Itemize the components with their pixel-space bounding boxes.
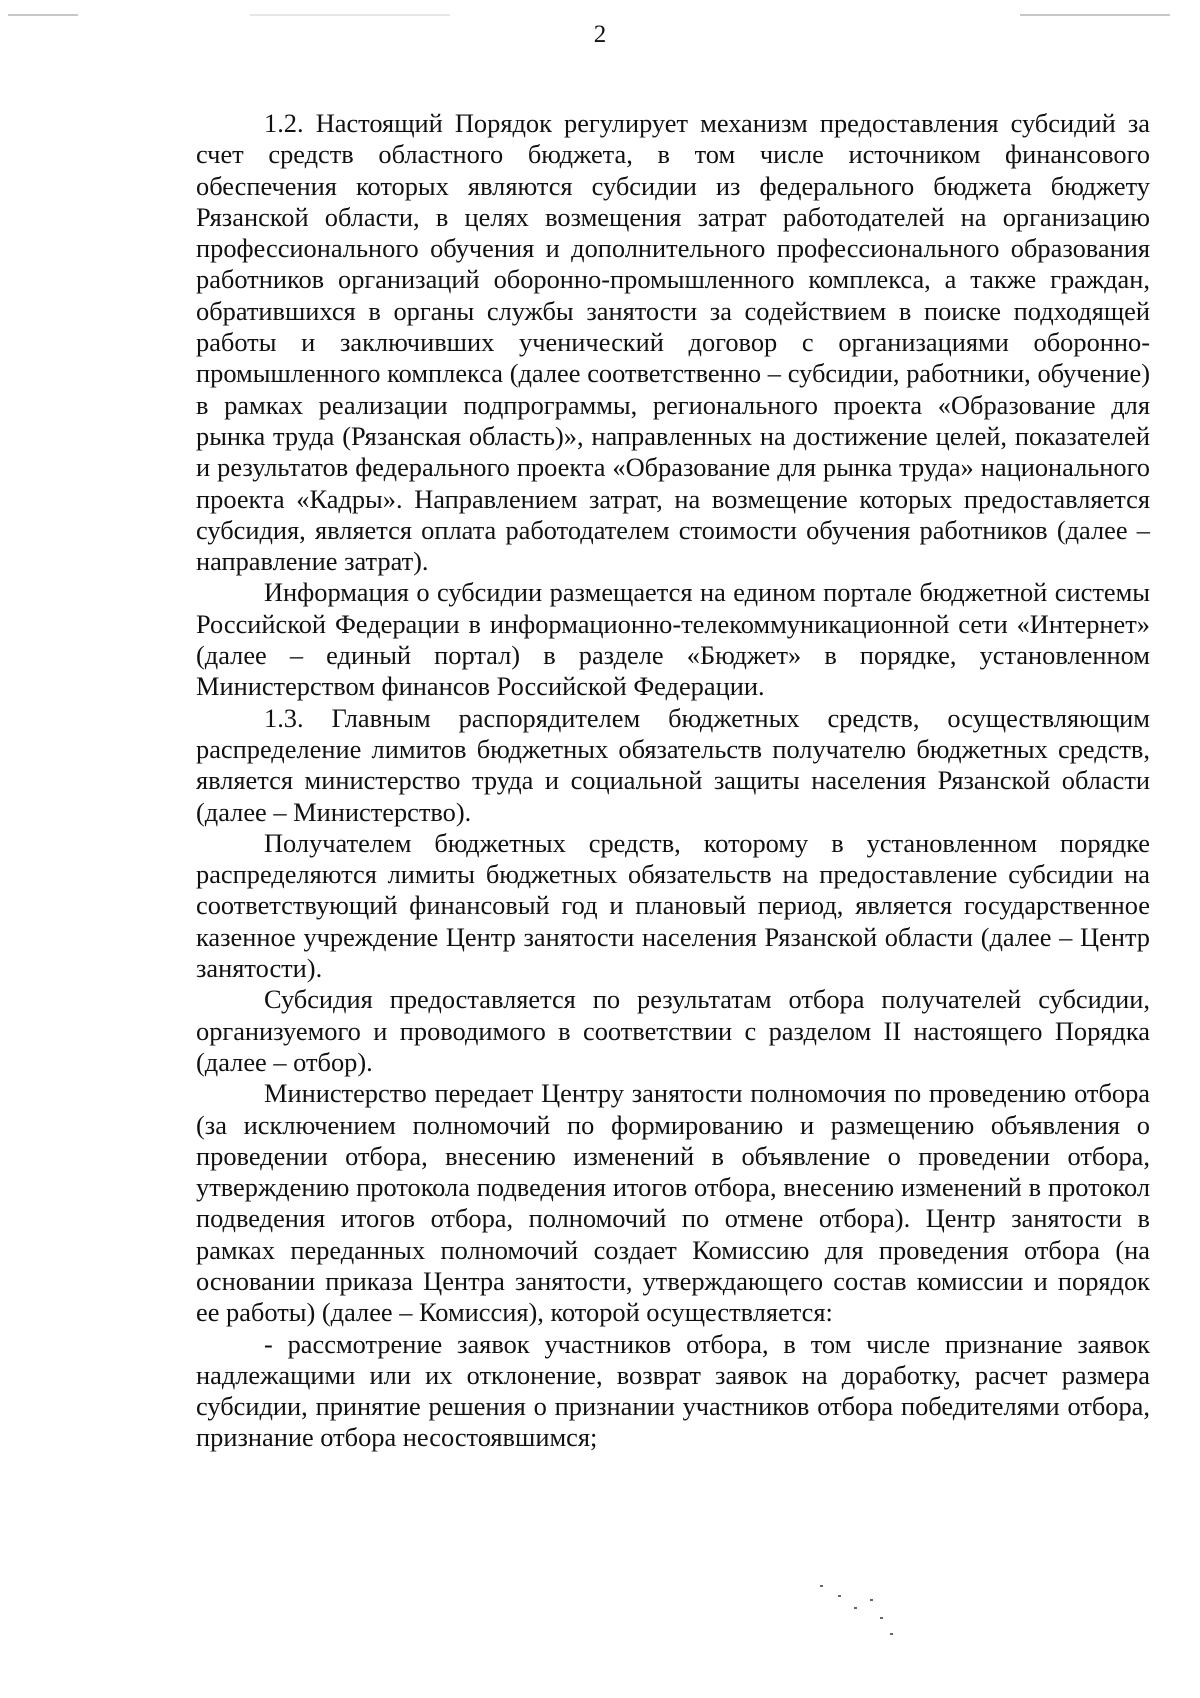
paragraph: Министерство передает Центру занятости полномочия по проведению отбора (за исключением полномочий по формированию и размещению объявления о проведении отбора, внесению изменений в объявление о проведении отбора, утверждению протокола подведения итогов отбора, внесению изменений в протокол подведения итогов отбора, полномочий по отмене отбора). Центр занятости в рамках переданных полномочий создает Комиссию для проведения отбора (на основании приказа Центра занятости, утверждающего состав комиссии и порядок ее работы) (далее – Комиссия), которой осуществляется:: [196, 1078, 1150, 1328]
scan-noise-right: [1020, 14, 1170, 16]
paragraph: 1.3. Главным распорядителем бюджетных средств, осуществляющим распределение лимитов бюджетных обязательств получателю бюджетных средств, является министерство труда и социальной защиты населения Рязанской области (далее – Министерство).: [196, 702, 1150, 827]
paragraph: Получателем бюджетных средств, которому в установленном порядке распределяются лимиты бюджетных обязательств на предоставление субсидии на соответствующий финансовый год и плановый период, является государственное казенное учреждение Центр занятости населения Рязанской области (далее – Центр занятости).: [196, 827, 1150, 984]
scan-noise-left: [8, 14, 78, 16]
paragraph: Информация о субсидии размещается на едином портале бюджетной системы Российской Федерации в информационно-телекоммуникационной сети «Интернет» (далее – единый портал) в разделе «Бюджет» в порядке, установленном Министерством финансов Российской Федерации.: [196, 577, 1150, 702]
document-body: [196, 108, 1150, 1454]
scan-noise-mid: [250, 14, 450, 16]
paragraph: - рассмотрение заявок участников отбора, в том числе признание заявок надлежащими или их отклонение, возврат заявок на доработку, расчет размера субсидии, принятие решения о признании участников отбора победителями отбора, признание отбора несостоявшимся;: [196, 1328, 1150, 1453]
paragraph: 1.2. Настоящий Порядок регулирует механизм предоставления субсидий за счет средств областного бюджета, в том числе источником финансового обеспечения которых являются субсидии из федерального бюджета бюджету Рязанской области, в целях возмещения затрат работодателей на организацию профессионального обучения и дополнительного профессионального образования работников организаций оборонно-промышленного комплекса, а также граждан, обратившихся в органы службы занятости за содействием в поиске подходящей работы и заключивших ученический договор с организациями оборонно-промышленного комплекса (далее соответственно – субсидии, работники, обучение) в рамках реализации подпрограммы, регионального проекта «Образование для рынка труда (Рязанская область)», направленных на достижение целей, показателей и результатов федерального проекта «Образование для рынка труда» национального проекта «Кадры». Направлением затрат, на возмещение которых предоставляется субсидия, является оплата работодателем стоимости обучения работников (далее – направление затрат).: [196, 108, 1150, 577]
paragraph: Субсидия предоставляется по результатам отбора получателей субсидии, организуемого и проводимого в соответствии с разделом II настоящего Порядка (далее – отбор).: [196, 984, 1150, 1077]
page-number: 2: [593, 21, 607, 48]
